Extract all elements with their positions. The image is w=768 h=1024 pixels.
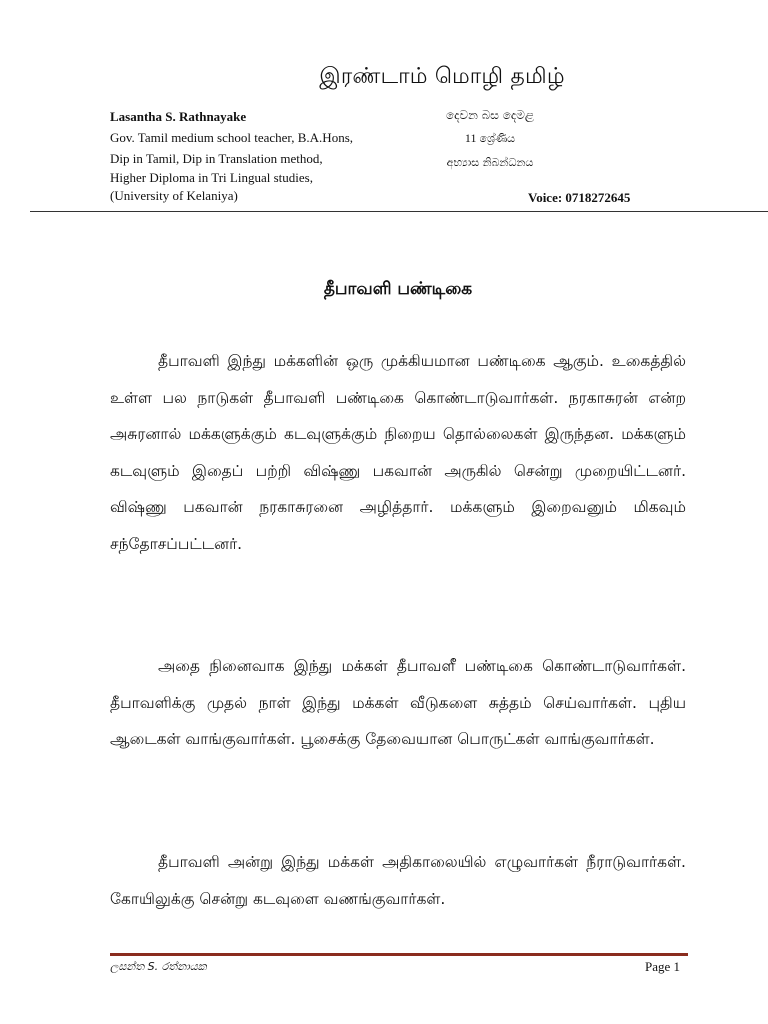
footer-divider	[110, 953, 688, 956]
author-name: Lasantha S. Rathnayake	[110, 109, 247, 124]
author-line: Gov. Tamil medium school teacher, B.A.Hons,	[110, 130, 354, 145]
author-block	[110, 106, 353, 206]
header-divider	[30, 211, 768, 212]
grade-word: ශ්‍රේණිය	[479, 133, 516, 145]
footer-author: ලසන්ත S. රත්නායක	[110, 960, 207, 973]
essay-paragraph: தீபாவளி இந்து மக்களின் ஒரு முக்கியமான பண்டிகை ஆகும். உகைத்தில் உள்ள பல நாடுகள் தீபாவளி பண்டிகை கொண்டாடுவார்கள். நரகாசுரன் என்ற அசுரனால் மக்களுக்கும் கடவுளுக்கும் நிறைய தொல்லைகள் இருந்தன. மக்களும் கடவுளும் இதைப் பற்றி விஷ்ணு பகவான் அருகில் சென்று முறையிட்டனர். விஷ்ணு பகவான் நரகாசுரனை அழித்தார். மக்களும் இறைவனும் மிகவும் சந்தோசப்பட்டனர்.	[110, 352, 686, 553]
page-title: இரண்டாம் மொழி தமிழ்	[319, 64, 565, 89]
grade-label	[420, 127, 560, 151]
author-line: Dip in Tamil, Dip in Translation method,	[110, 151, 323, 166]
essay-paragraph: அதை நினைவாக இந்து மக்கள் தீபாவளீ பண்டிகை கொண்டாடுவார்கள். தீபாவளிக்கு முதல் நாள் இந்து மக்கள் வீடுகளை சுத்தம் செய்வார்கள். புதிய ஆடைகள் வாங்குவார்கள். பூசைக்கு தேவையான பொருட்கள் வாங்குவார்கள்.	[110, 657, 686, 748]
subject-block	[420, 104, 560, 174]
grade-number: 11	[464, 131, 477, 145]
author-line: Higher Diploma in Tri Lingual studies,	[110, 170, 313, 185]
subject-label: දෙවන බස දෙමළ	[446, 108, 534, 122]
author-line: (University of Kelaniya)	[110, 188, 238, 203]
essay-title: தீபாவளி பண்டிகை	[323, 279, 473, 299]
worksheet-label: අභ්‍යාස නිබන්ධනය	[446, 156, 534, 169]
voice-number: Voice: 0718272645	[528, 190, 631, 205]
essay-paragraph: தீபாவளி அன்று இந்து மக்கள் அதிகாலையில் எழுவார்கள் நீராடுவார்கள். கோயிலுக்கு சென்று கடவுளை வணங்குவார்கள்.	[110, 853, 686, 908]
page-number: Page 1	[645, 959, 681, 974]
